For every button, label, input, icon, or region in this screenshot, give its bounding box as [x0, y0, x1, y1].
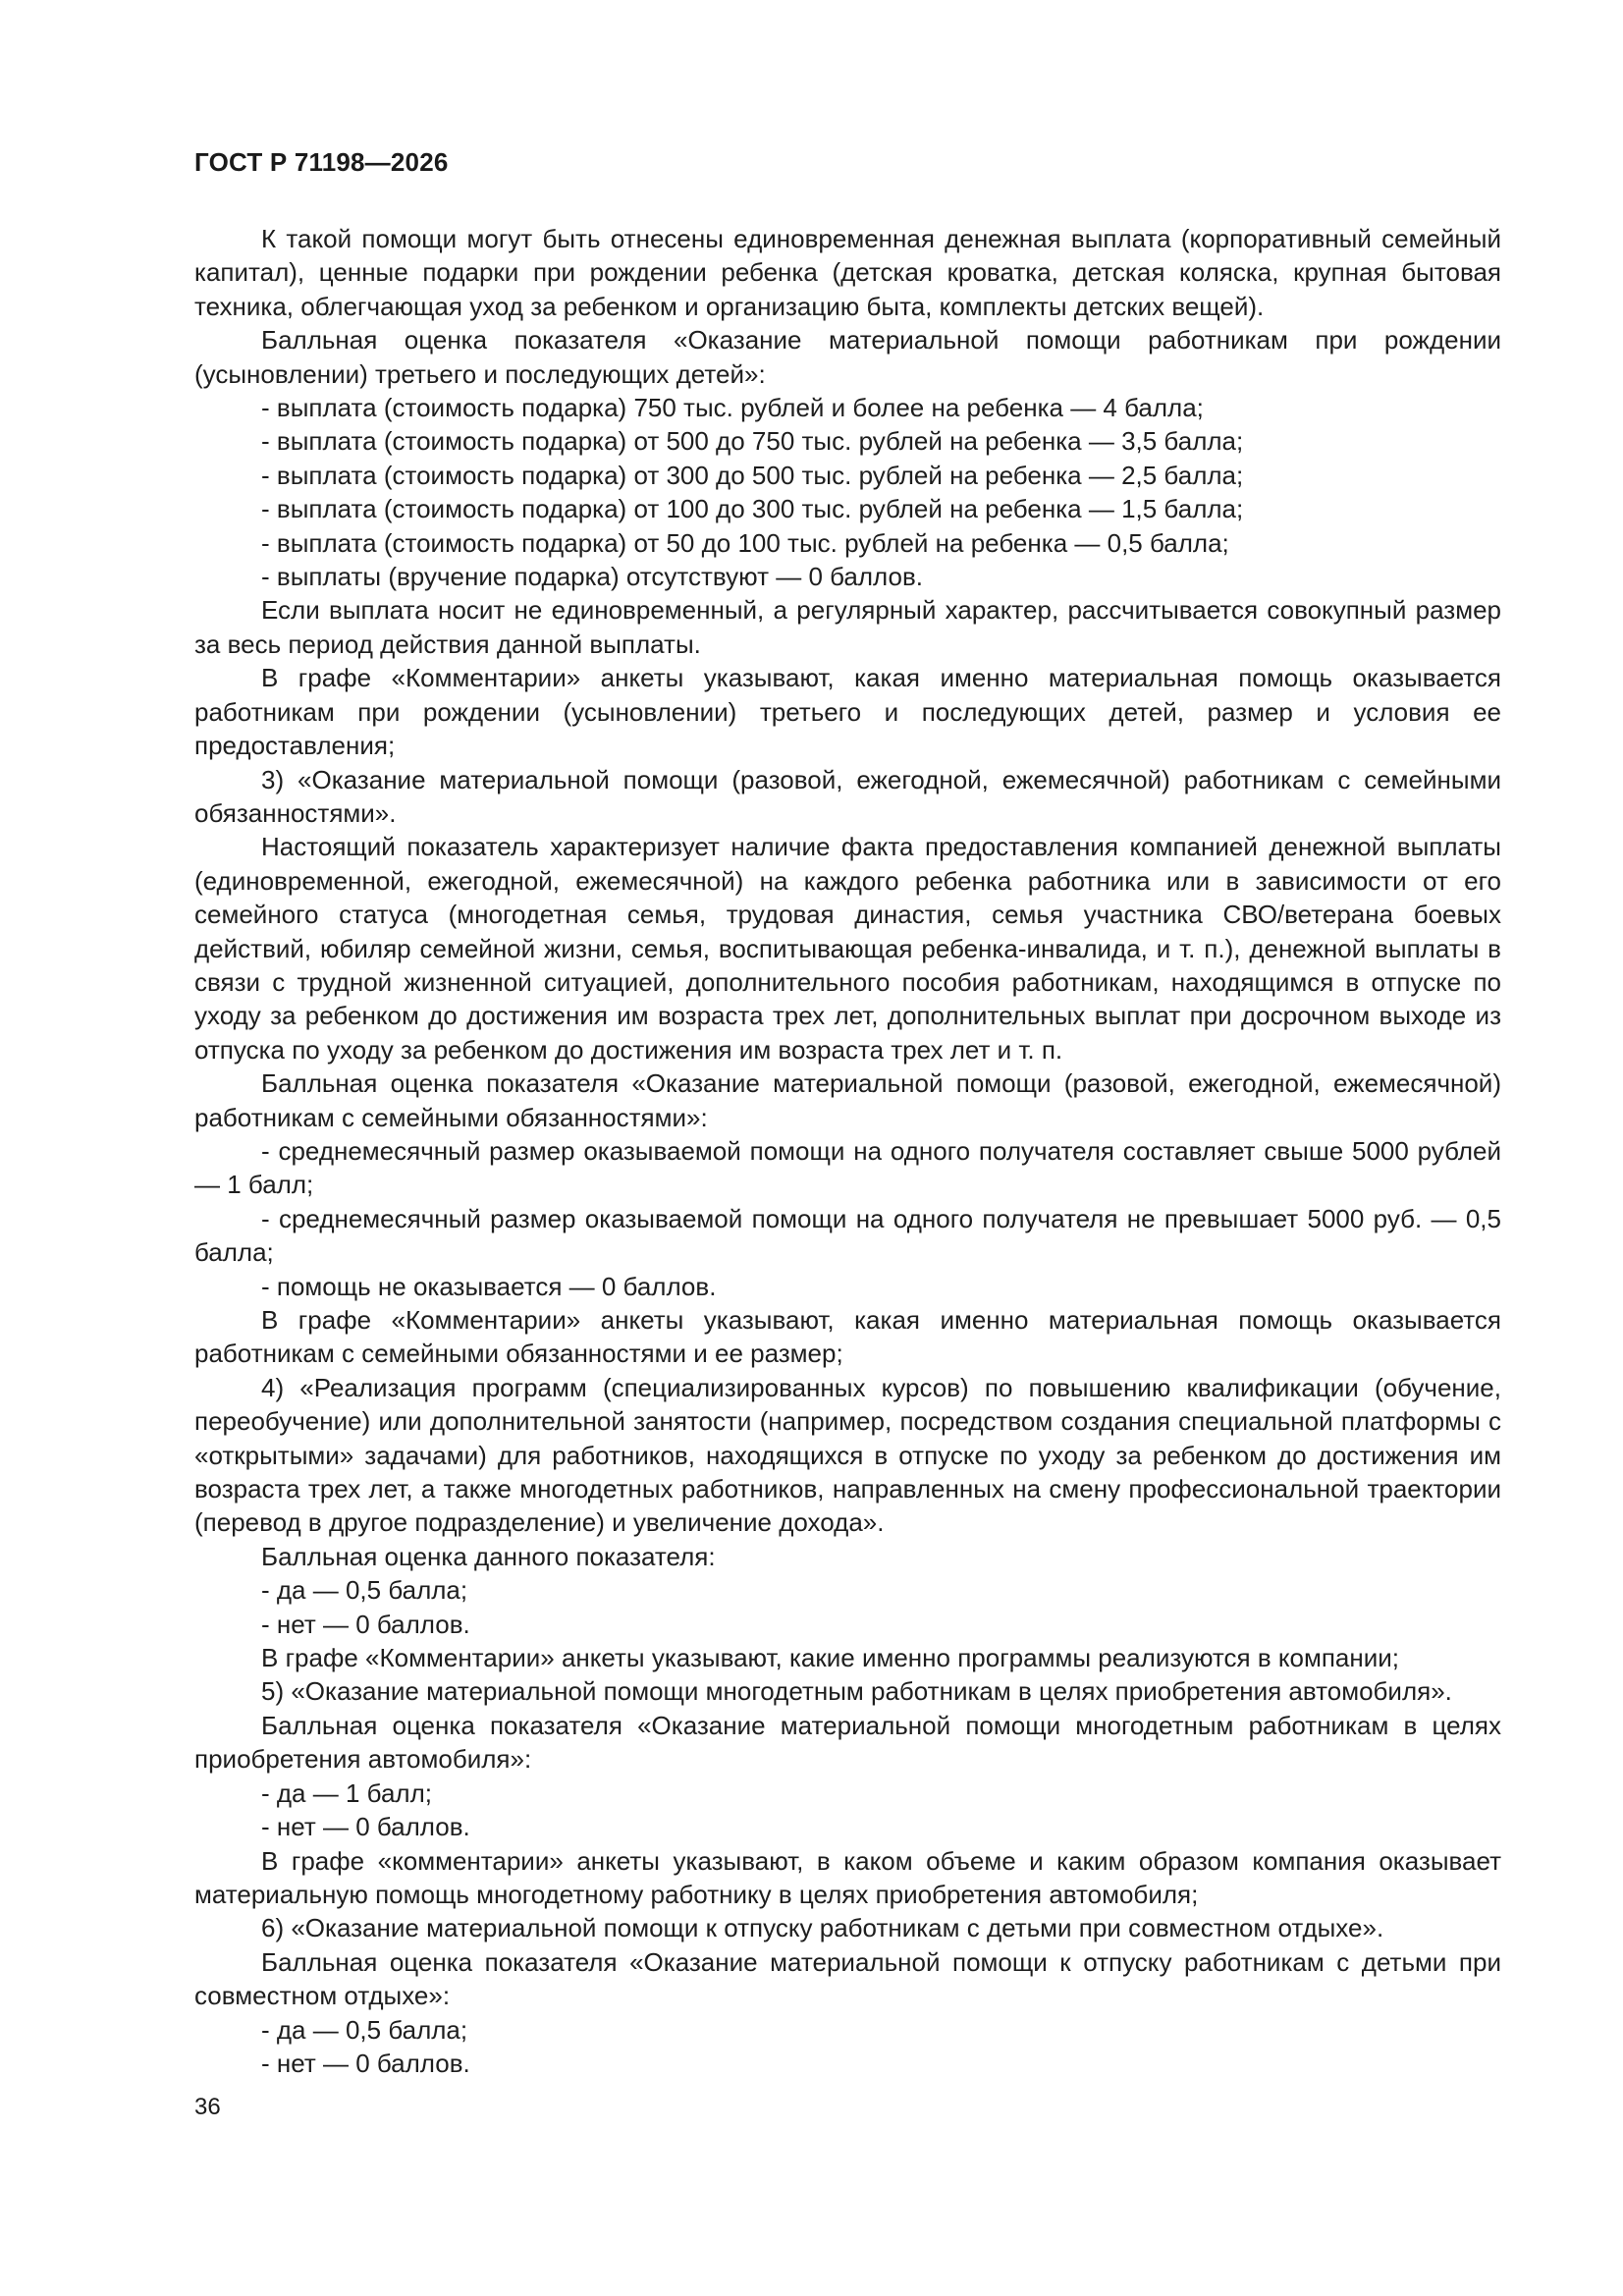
- paragraph: Балльная оценка данного показателя:: [261, 1541, 716, 1571]
- numbered-indicator: 3) «Оказание материальной помощи (разовой, ежегодной, ежемесячной) работникам с семейными обязанностями».: [194, 764, 1501, 828]
- list-item: - выплата (стоимость подарка) от 500 до 750 тыс. рублей на ребенка — 3,5 балла;: [261, 426, 1244, 457]
- list-item: - нет — 0 баллов.: [261, 1812, 470, 1842]
- paragraph: В графе «Комментарии» анкеты указывают, какая именно материальная помощь оказывается работникам при рождении (усыновлении) третьего и последующих детей, размер и условия ее предоставления;: [194, 663, 1501, 761]
- paragraph: Балльная оценка показателя «Оказание материальной помощи многодетным работникам в целях приобретения автомобиля»:: [194, 1710, 1501, 1775]
- list-item: - среднемесячный размер оказываемой помощи на одного получателя составляет свыше 5000 рублей — 1 балл;: [194, 1135, 1501, 1200]
- list-item: - среднемесячный размер оказываемой помощи на одного получателя не превышает 5000 руб. — 0,5 балла;: [194, 1203, 1501, 1268]
- list-item: - выплата (стоимость подарка) 750 тыс. рублей и более на ребенка — 4 балла;: [261, 393, 1204, 423]
- list-item: - выплаты (вручение подарка) отсутствуют — 0 баллов.: [261, 562, 924, 592]
- numbered-indicator: 5) «Оказание материальной помощи многодетным работникам в целях приобретения автомобиля».: [261, 1676, 1452, 1707]
- paragraph: Настоящий показатель характеризует наличие факта предоставления компанией денежной выплаты (единовременной, ежегодной, ежемесячной) на каждого ребенка работника или в зависимости от его семейного статуса (многодетная семья, трудовая династия, семья участника СВО/ветерана боевых действий, юбиляр семейной жизни, семья, воспитывающая ребенка-инвалида, и т. п.), денежной выплаты в связи с трудной жизненной ситуацией, дополнительного пособия работникам, находящимся в отпуске по уходу за ребенком до достижения им возраста трех лет, дополнительных выплат при досрочном выходе из отпуска по уходу за ребенком до достижения им возраста трех лет и т. п.: [194, 832, 1501, 1065]
- list-item: - помощь не оказывается — 0 баллов.: [261, 1271, 717, 1301]
- list-item: - да — 0,5 балла;: [261, 2014, 468, 2045]
- list-item: - нет — 0 баллов.: [261, 1609, 470, 1639]
- paragraph: К такой помощи могут быть отнесены единовременная денежная выплата (корпоративный семейный капитал), ценные подарки при рождении ребенка (детская кроватка, детская коляска, крупная бытовая техника, облегчающая уход за ребенком и организацию быта, комплекты детских вещей).: [194, 224, 1501, 321]
- numbered-indicator: 6) «Оказание материальной помощи к отпуску работникам с детьми при совместном отдыхе».: [261, 1913, 1384, 1943]
- list-item: - нет — 0 баллов.: [261, 2048, 470, 2078]
- list-item: - выплата (стоимость подарка) от 50 до 100 тыс. рублей на ребенка — 0,5 балла;: [261, 527, 1229, 558]
- page-number: 36: [194, 2094, 221, 2120]
- paragraph: Балльная оценка показателя «Оказание материальной помощи к отпуску работникам с детьми при совместном отдыхе»:: [194, 1946, 1501, 2011]
- list-item: - да — 1 балл;: [261, 1777, 432, 1808]
- paragraph: В графе «комментарии» анкеты указывают, в каком объеме и каким образом компания оказывает материальную помощь многодетному работнику в целях приобретения автомобиля;: [194, 1845, 1501, 1909]
- document-header: ГОСТ Р 71198—2026: [194, 147, 449, 177]
- paragraph: Балльная оценка показателя «Оказание материальной помощи (разовой, ежегодной, ежемесячной) работникам с семейными обязанностями»:: [194, 1068, 1501, 1132]
- paragraph: В графе «Комментарии» анкеты указывают, какая именно материальная помощь оказывается работникам с семейными обязанностями и ее размер;: [194, 1305, 1501, 1369]
- paragraph: В графе «Комментарии» анкеты указывают, какие именно программы реализуются в компании;: [261, 1643, 1400, 1673]
- paragraph: Балльная оценка показателя «Оказание материальной помощи работникам при рождении (усыновлении) третьего и последующих детей»:: [194, 325, 1501, 389]
- paragraph: Если выплата носит не единовременный, а регулярный характер, рассчитывается совокупный размер за весь период действия данной выплаты.: [194, 595, 1501, 659]
- numbered-indicator: 4) «Реализация программ (специализированных курсов) по повышению квалификации (обучение, переобучение) или дополнительной занятости (например, посредством создания специальной платформы с «открытыми» задачами) для работников, находящихся в отпуске по уходу за ребенком до достижения им возраста трех лет, а также многодетных работников, направленных на смену профессиональной траектории (перевод в другое подразделение) и увеличение дохода».: [194, 1372, 1501, 1538]
- document-body: [194, 222, 1501, 2080]
- list-item: - выплата (стоимость подарка) от 100 до 300 тыс. рублей на ребенка — 1,5 балла;: [261, 494, 1244, 524]
- list-item: - да — 0,5 балла;: [261, 1575, 468, 1606]
- list-item: - выплата (стоимость подарка) от 300 до 500 тыс. рублей на ребенка — 2,5 балла;: [261, 460, 1244, 490]
